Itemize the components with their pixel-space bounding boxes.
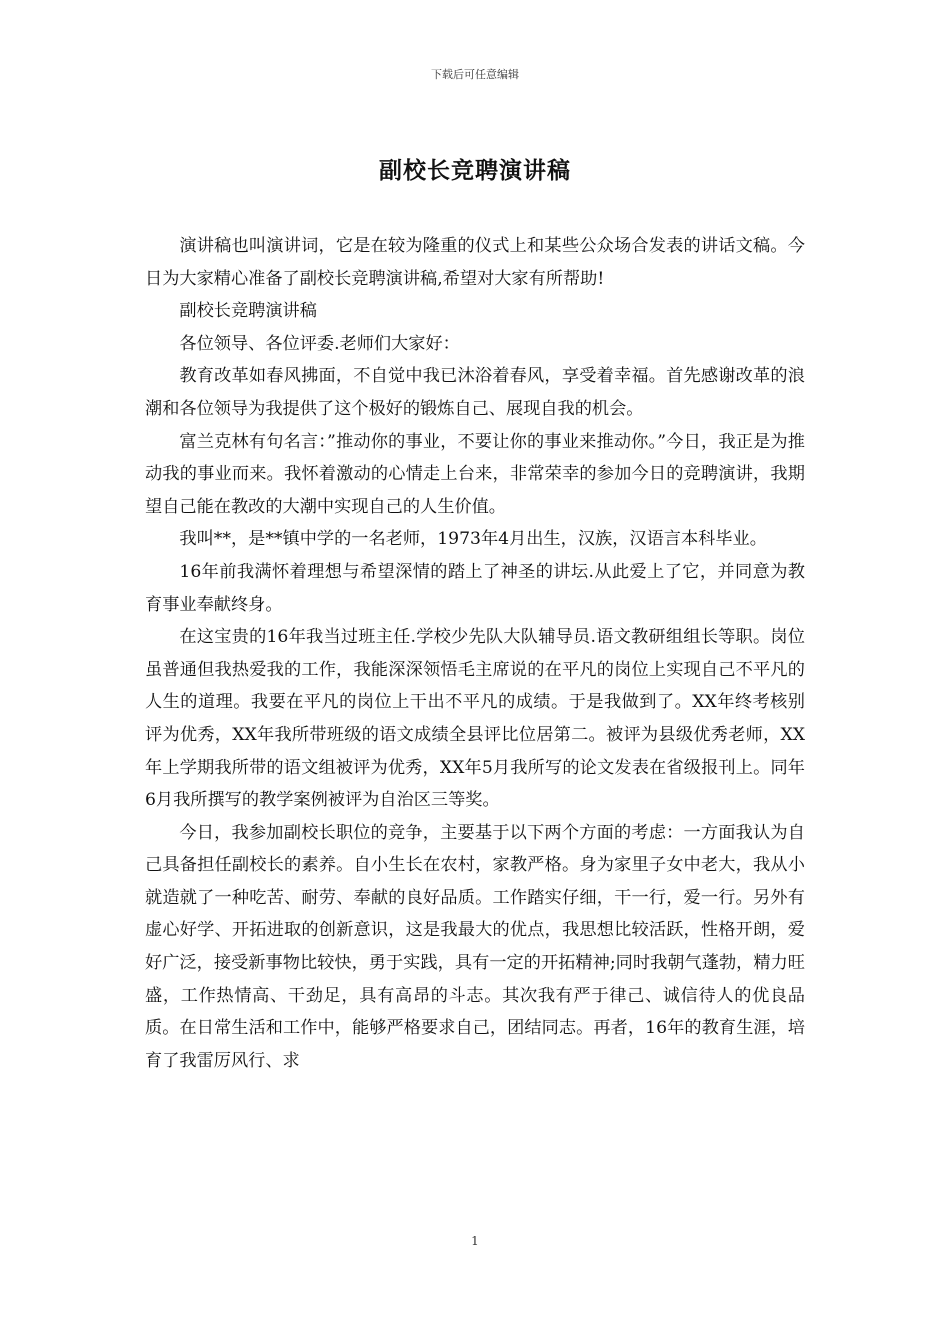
- document-title: 副校长竞聘演讲稿: [379, 157, 571, 184]
- paragraph-achievements: 在这宝贵的16年我当过班主任.学校少先队大队辅导员.语文教研组组长等职。岗位虽普通但我热爱我的工作，我能深深领悟毛主席说的在平凡的岗位上实现自己不平凡的人生的道理。我要在平凡的岗位上干出不平凡的成绩。于是我做到了。XX年终考核别评为优秀，XX年我所带班级的语文成绩全县评比位居第二。被评为县级优秀老师，XX年上学期我所带的语文组被评为优秀，XX年5月我所写的论文发表在省级报刊上。同年6月我所撰写的教学案例被评为自治区三等奖。: [145, 627, 805, 811]
- paragraph-opening: 教育改革如春风拂面，不自觉中我已沐浴着春风，享受着幸福。首先感谢改革的浪潮和各位领导为我提供了这个极好的锻炼自己、展现自我的机会。: [145, 366, 805, 419]
- paragraph-greeting: 各位领导、各位评委.老师们大家好：: [179, 333, 460, 354]
- paragraph-self-intro: 我叫**，是**镇中学的一名老师，1973年4月出生，汉族，汉语言本科毕业。: [179, 529, 767, 550]
- paragraph-reasons: 今日，我参加副校长职位的竞争，主要基于以下两个方面的考虑：一方面我认为自己具备担任副校长的素养。自小生长在农村，家教严格。身为家里子女中老大，我从小就造就了一种吃苦、耐劳、奉献的良好品质。工作踏实仔细，干一行，爱一行。另外有虚心好学、开拓进取的创新意识，这是我最大的优点，我思想比较活跃，性格开朗，爱好广泛，接受新事物比较快，勇于实践，具有一定的开拓精神;同时我朝气蓬勃，精力旺盛，工作热情高、干劲足，具有高昂的斗志。其次我有严于律己、诚信待人的优良品质。在日常生活和工作中，能够严格要求自己，团结同志。再者，16年的教育生涯，培育了我雷厉风行、求: [145, 822, 805, 1071]
- document-body: [145, 230, 805, 1077]
- paragraph-intro: 演讲稿也叫演讲词，它是在较为隆重的仪式上和某些公众场合发表的讲话文稿。今日为大家精心准备了副校长竞聘演讲稿,希望对大家有所帮助!: [145, 236, 805, 289]
- paragraph-quote: 富兰克林有句名言：”推动你的事业，不要让你的事业来推动你。”今日，我正是为推动我的事业而来。我怀着激动的心情走上台来，非常荣幸的参加今日的竞聘演讲，我期望自己能在教改的大潮中实现自己的人生价值。: [145, 431, 805, 517]
- paragraph-subtitle: 副校长竞聘演讲稿: [179, 301, 317, 322]
- page-header-note: 下载后可任意编辑: [431, 68, 519, 81]
- page-number: 1: [471, 1234, 479, 1248]
- paragraph-career-start: 16年前我满怀着理想与希望深情的踏上了神圣的讲坛.从此爱上了它，并同意为教育事业奉献终身。: [145, 561, 805, 615]
